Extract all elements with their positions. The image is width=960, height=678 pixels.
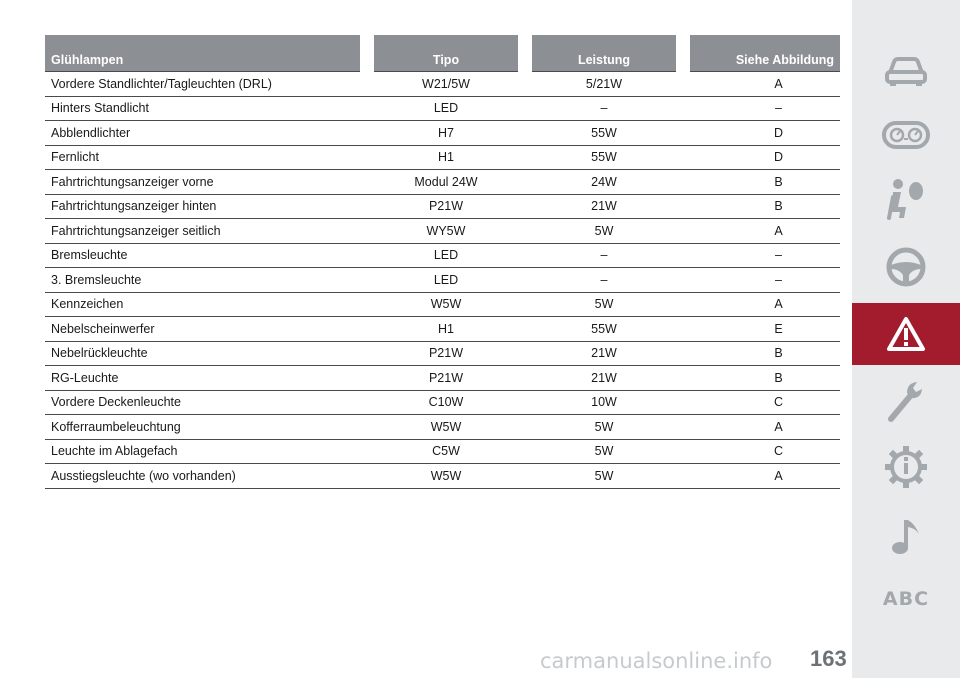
cell-figure: A [683,292,840,317]
sidebar-item-maintenance[interactable] [852,370,960,432]
cell-type: P21W [367,194,525,219]
table-row [45,219,840,244]
cell-power: 5W [525,464,683,489]
table-row [45,341,840,366]
sidebar-item-instruments[interactable] [852,104,960,166]
header-power: Leistung [525,35,683,72]
cell-type: LED [367,96,525,121]
cell-bulb: Ausstiegsleuchte (wo vorhanden) [45,464,367,489]
table-row [45,96,840,121]
steering-wheel-icon [885,246,927,288]
cell-figure: A [683,219,840,244]
cell-power: 24W [525,170,683,195]
cell-bulb: Leuchte im Ablagefach [45,439,367,464]
cell-bulb: Nebelrückleuchte [45,341,367,366]
cell-power: 21W [525,366,683,391]
cell-power: 5W [525,219,683,244]
cell-type: P21W [367,366,525,391]
cell-power: – [525,243,683,268]
cell-bulb: Fahrtrichtungsanzeiger hinten [45,194,367,219]
cell-type: H7 [367,121,525,146]
sidebar-item-emergency[interactable] [852,303,960,365]
cell-bulb: Kennzeichen [45,292,367,317]
cell-type: WY5W [367,219,525,244]
watermark-text: carmanualsonline.info [540,649,773,673]
cell-figure: A [683,72,840,97]
cell-type: C10W [367,390,525,415]
abc-index-icon: ABC [882,588,930,610]
cell-power: 10W [525,390,683,415]
cell-bulb: RG-Leuchte [45,366,367,391]
table-row [45,464,840,489]
table-row [45,415,840,440]
cell-power: 5W [525,439,683,464]
cell-power: 5/21W [525,72,683,97]
table-header [45,35,840,72]
cell-type: LED [367,268,525,293]
sidebar-item-technical-data[interactable] [852,436,960,498]
cell-bulb: Abblendlichter [45,121,367,146]
cell-bulb: Bremsleuchte [45,243,367,268]
header-see-figure: Siehe Abbildung [683,35,840,72]
header-bulbs: Glühlampen [45,35,367,72]
cell-figure: D [683,145,840,170]
cell-figure: D [683,121,840,146]
cell-figure: B [683,194,840,219]
cell-figure: E [683,317,840,342]
sidebar-item-multimedia[interactable] [852,505,960,567]
table-row [45,366,840,391]
cell-power: 5W [525,415,683,440]
table-row [45,243,840,268]
table-row [45,145,840,170]
cell-power: – [525,96,683,121]
table-row [45,72,840,97]
sidebar-item-index[interactable] [852,568,960,630]
cell-bulb: Kofferraumbeleuchtung [45,415,367,440]
table-row [45,268,840,293]
cell-figure: B [683,341,840,366]
cell-type: W5W [367,415,525,440]
cell-type: P21W [367,341,525,366]
cell-figure: – [683,268,840,293]
info-gear-icon [884,445,928,489]
cell-bulb: Nebelscheinwerfer [45,317,367,342]
table-row [45,317,840,342]
cell-bulb: Fahrtrichtungsanzeiger seitlich [45,219,367,244]
cell-figure: B [683,170,840,195]
cell-figure: – [683,243,840,268]
cell-power: 21W [525,341,683,366]
cell-figure: A [683,415,840,440]
cell-bulb: Vordere Standlichter/Tagleuchten (DRL) [45,72,367,97]
chapter-sidebar [852,0,960,678]
cell-type: C5W [367,439,525,464]
seat-airbag-icon [884,177,928,221]
cell-power: 55W [525,121,683,146]
cell-bulb: 3. Bremsleuchte [45,268,367,293]
sidebar-item-driving[interactable] [852,236,960,298]
cell-power: 55W [525,317,683,342]
table-row [45,390,840,415]
cell-power: – [525,268,683,293]
cell-figure: B [683,366,840,391]
sidebar-item-vehicle[interactable] [852,40,960,102]
cell-power: 55W [525,145,683,170]
cell-bulb: Fernlicht [45,145,367,170]
cell-type: W5W [367,292,525,317]
page-number: 163 [810,646,847,671]
cell-figure: A [683,464,840,489]
table-body [45,72,840,489]
bulb-table-container [45,35,840,489]
table-row [45,194,840,219]
cell-type: LED [367,243,525,268]
cell-type: Modul 24W [367,170,525,195]
sidebar-item-safety[interactable] [852,168,960,230]
table-row [45,439,840,464]
cell-type: W5W [367,464,525,489]
header-type: Tipo [367,35,525,72]
table-row [45,121,840,146]
cell-figure: – [683,96,840,121]
dashboard-gauges-icon [882,120,930,150]
cell-power: 21W [525,194,683,219]
cell-bulb: Fahrtrichtungsanzeiger vorne [45,170,367,195]
warning-triangle-icon [886,316,926,352]
cell-type: H1 [367,145,525,170]
cell-bulb: Hinters Standlicht [45,96,367,121]
cell-type: H1 [367,317,525,342]
cell-type: W21/5W [367,72,525,97]
music-note-icon [889,516,923,556]
table-row [45,292,840,317]
car-icon [884,55,928,87]
bulb-table [45,35,840,489]
wrench-icon [885,379,927,423]
table-row [45,170,840,195]
cell-figure: C [683,390,840,415]
cell-figure: C [683,439,840,464]
cell-bulb: Vordere Deckenleuchte [45,390,367,415]
cell-power: 5W [525,292,683,317]
